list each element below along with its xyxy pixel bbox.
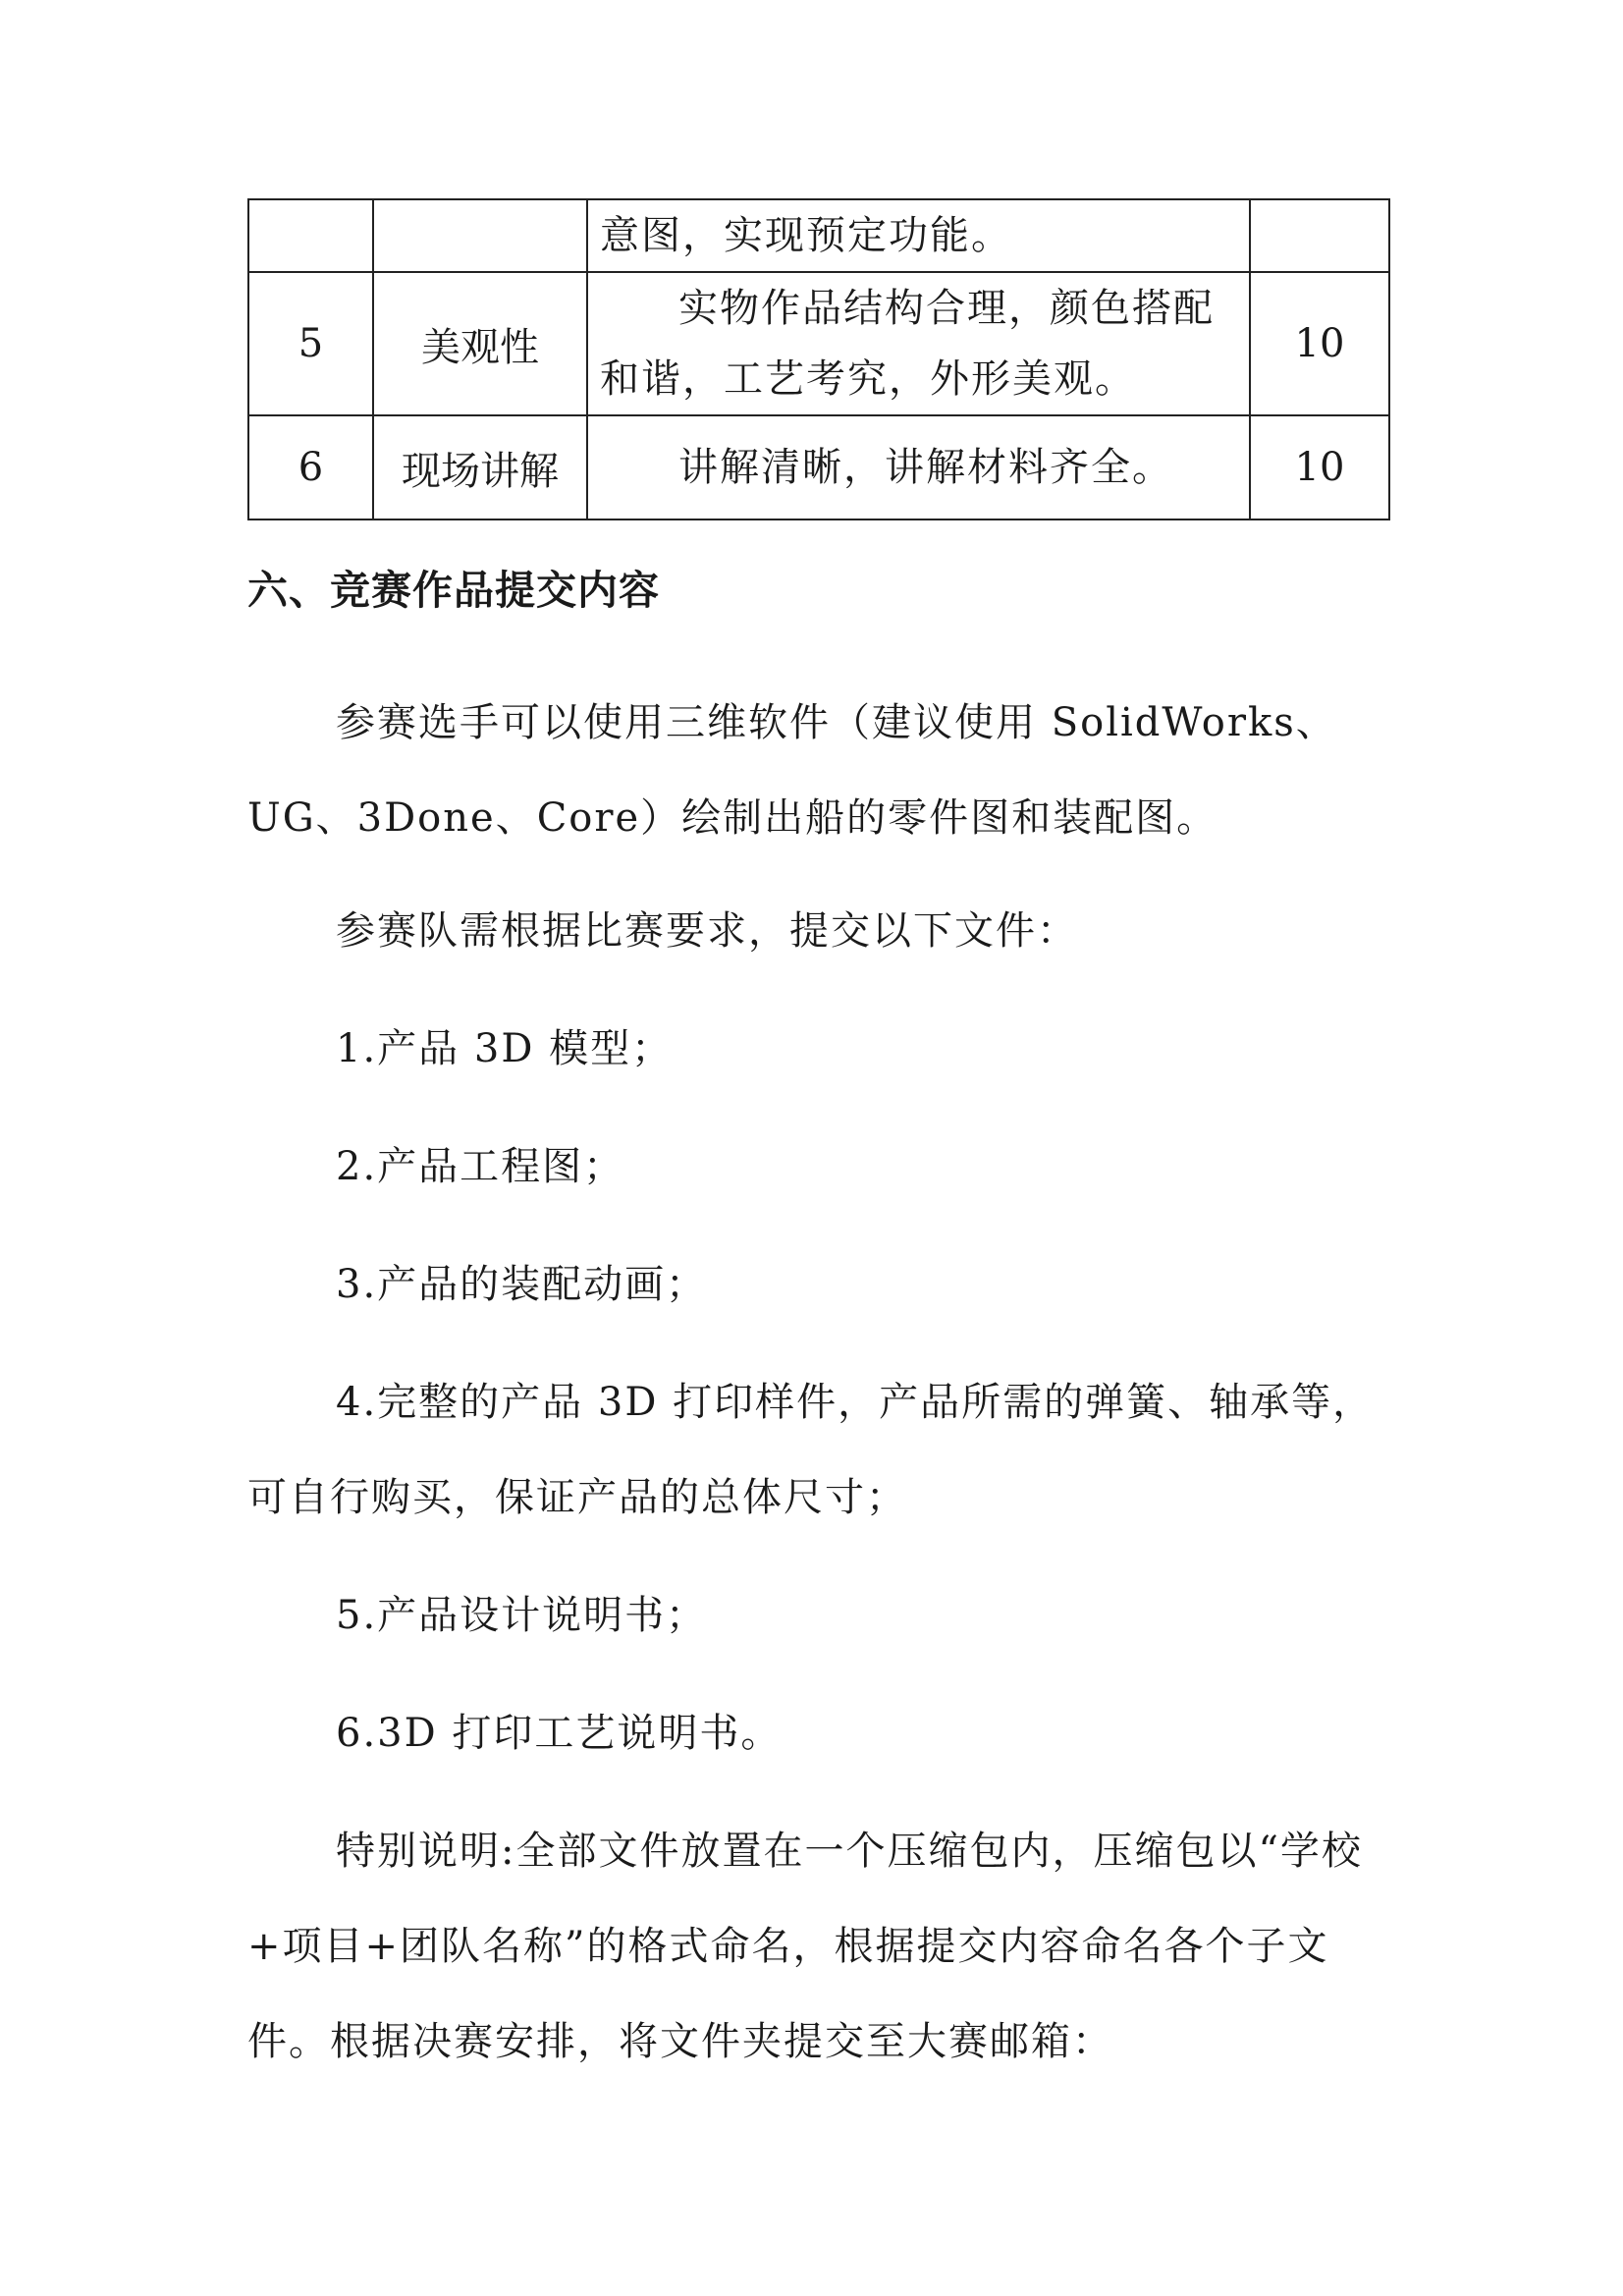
row-score: 10 <box>1250 415 1389 519</box>
row-number <box>248 199 373 272</box>
paragraph-special-note: 特别说明:全部文件放置在一个压缩包内，压缩包以“学校+项目+团队名称”的格式命名，根据提交内容命名各个子文件。根据决赛安排，将文件夹提交至大赛邮箱： <box>247 1829 1363 2064</box>
list-item: 6.3D 打印工艺说明书。 <box>336 1711 783 1756</box>
row-criteria-text: 实物作品结构合理，颜色搭配和谐，工艺考究，外形美观。 <box>600 286 1215 402</box>
row-criteria-text: 讲解清晰，讲解材料齐全。 <box>678 445 1173 490</box>
row-item <box>373 199 587 272</box>
list-item: 3.产品的装配动画； <box>336 1262 708 1307</box>
list-item: 1.产品 3D 模型； <box>336 1026 674 1071</box>
list-item: 2.产品工程图； <box>336 1144 625 1189</box>
row-number: 5 <box>248 272 373 415</box>
section-heading: 六、竞赛作品提交内容 <box>247 567 660 614</box>
scoring-table <box>247 198 1390 520</box>
row-number: 6 <box>248 415 373 519</box>
table-row <box>248 272 1389 415</box>
table-row <box>248 199 1389 272</box>
row-criteria <box>587 272 1250 415</box>
paragraph-submit-intro: 参赛队需根据比赛要求，提交以下文件： <box>336 908 1078 954</box>
list-item: 5.产品设计说明书； <box>336 1593 708 1638</box>
paragraph-software: 参赛选手可以使用三维软件（建议使用 SolidWorks、UG、3Done、Core）绘制出船的零件图和装配图。 <box>247 700 1337 841</box>
row-criteria: 意图，实现预定功能。 <box>587 199 1250 272</box>
row-score: 10 <box>1250 272 1389 415</box>
table-row <box>248 415 1389 519</box>
row-score <box>1250 199 1389 272</box>
row-item: 现场讲解 <box>373 415 587 519</box>
list-item: 4.完整的产品 3D 打印样件，产品所需的弹簧、轴承等，可自行购买，保证产品的总体尺寸； <box>247 1380 1375 1520</box>
row-item: 美观性 <box>373 272 587 415</box>
row-criteria <box>587 415 1250 519</box>
